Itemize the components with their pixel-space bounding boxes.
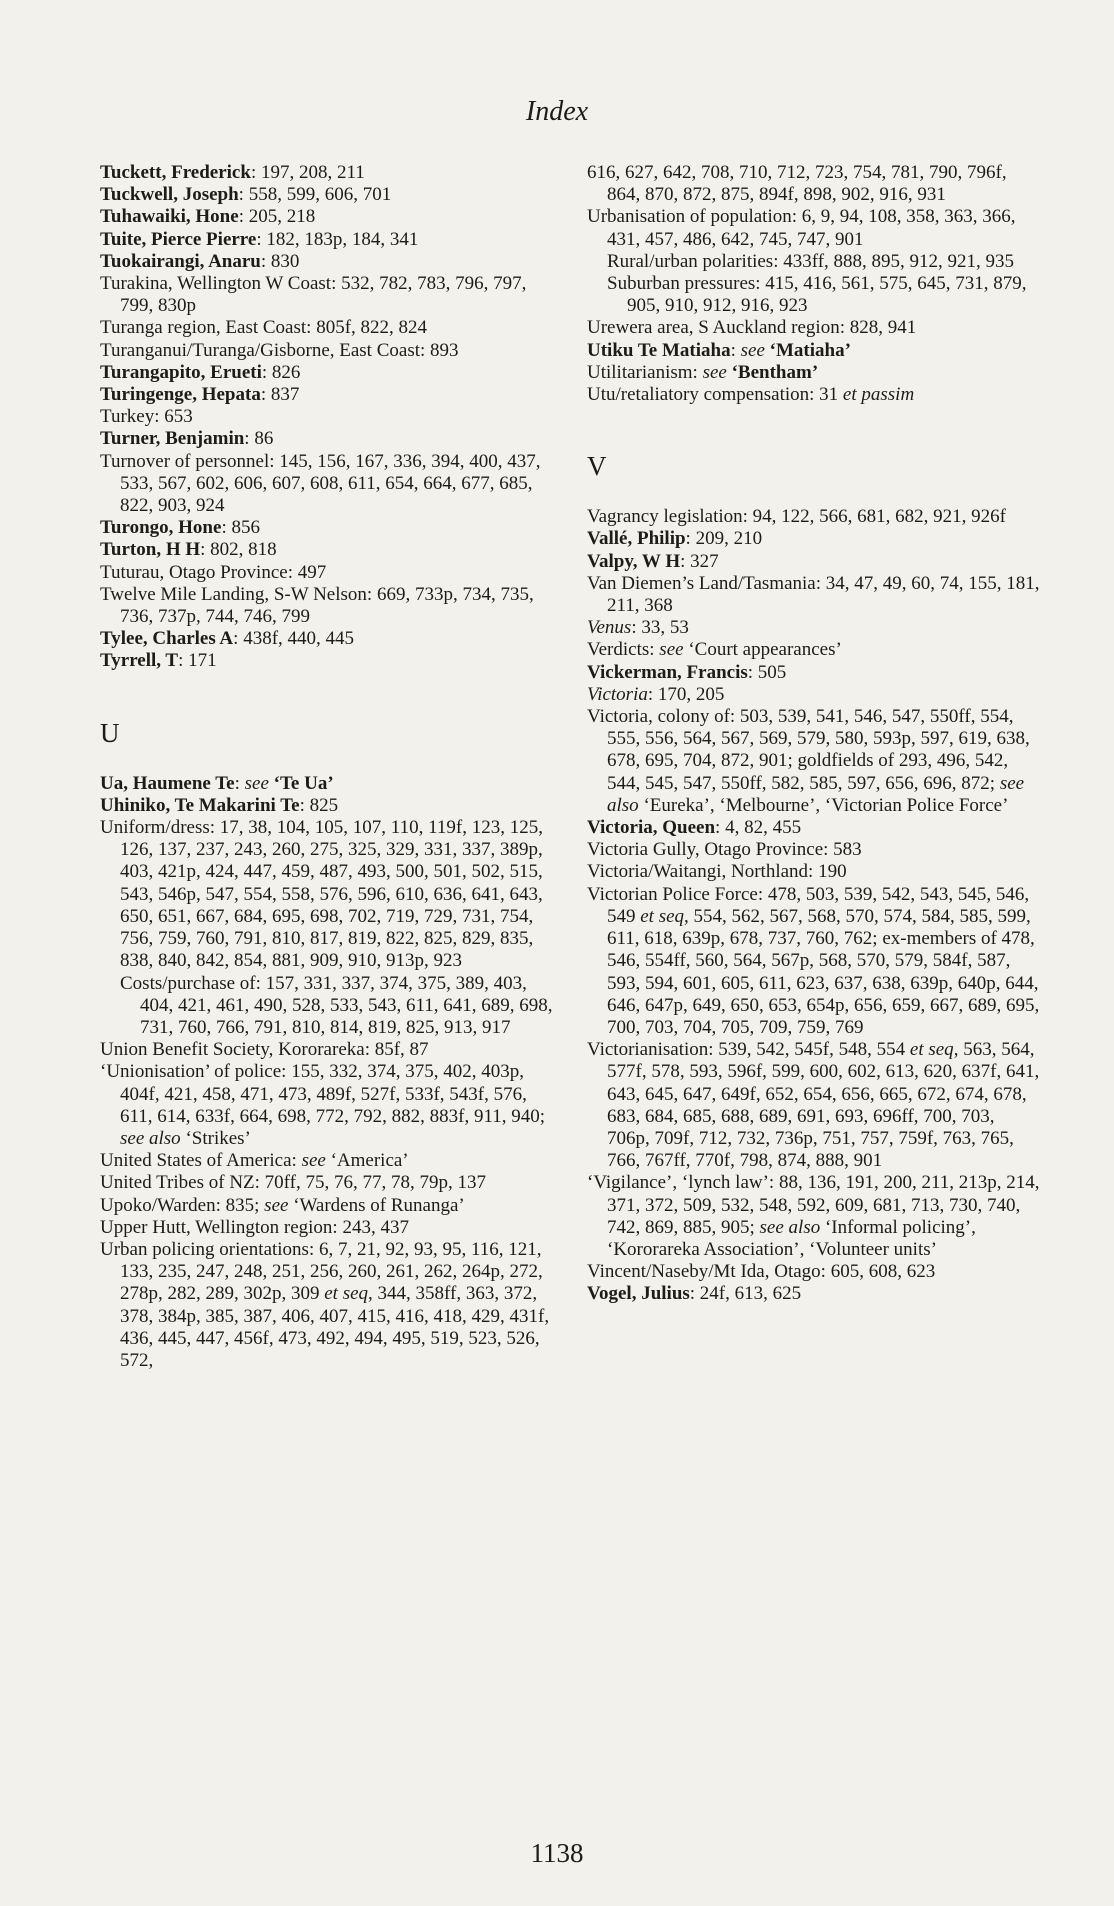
index-entry <box>100 1217 555 1239</box>
entry-heading: Turkey <box>100 406 155 428</box>
cross-reference-marker: see also <box>759 1216 821 1238</box>
entry-locators: : 6, 9, 94, 108, 358, 363, 366, 431, 457, 486, 642, 745, 747, 901 <box>607 206 1016 250</box>
entry-locators: : 24f, 613, 625 <box>689 1283 802 1305</box>
index-entry <box>587 1261 1042 1283</box>
section-letter: V <box>587 451 607 482</box>
entry-heading: Urewera area, S Auckland region <box>587 317 840 339</box>
entry-locators: : 94, 122, 566, 681, 682, 921, 926f <box>742 506 1007 528</box>
entry-heading: Urbanisation of population <box>587 206 792 228</box>
entry-locators: : 856 <box>221 517 260 539</box>
cross-reference-marker: et seq <box>324 1283 369 1305</box>
entry-heading: Union Benefit Society, Kororareka <box>100 1039 365 1061</box>
index-entry <box>100 539 555 561</box>
index-entry <box>587 506 1042 528</box>
cross-reference-target: ‘Court appearances’ <box>683 639 842 661</box>
entry-locators: : 171 <box>178 650 217 672</box>
entry-heading: Venus <box>587 617 632 639</box>
entry-locators: : 497 <box>287 561 327 583</box>
entry-heading: Costs/purchase of <box>120 972 256 994</box>
index-entry <box>100 184 555 206</box>
entry-heading: Tuckett, Frederick <box>100 162 251 183</box>
entry-heading: Victoria/Waitangi, Northland <box>587 861 809 883</box>
entry-heading: Turongo, Hone <box>100 517 222 539</box>
index-entry <box>100 428 555 450</box>
index-entry <box>587 384 1042 406</box>
entry-heading: Utilitarianism <box>587 361 693 383</box>
entry-heading: Tyrrell, T <box>100 650 179 672</box>
index-entry <box>587 528 1042 550</box>
index-entry <box>587 1283 1042 1305</box>
index-entry <box>100 817 555 972</box>
cross-reference-target: ‘Wardens of Runanga’ <box>288 1194 465 1216</box>
entry-locators: : 669, 733p, 734, 735, 736, 737p, 744, 746, 799 <box>120 583 534 628</box>
entry-heading: Victoria Gully, Otago Province <box>587 839 824 861</box>
entry-locators: : 170, 205 <box>647 683 725 705</box>
entry-heading: Ua, Haumene Te <box>100 772 235 794</box>
index-entry <box>587 617 1042 639</box>
cross-reference-marker: et seq <box>909 1039 954 1061</box>
entry-locators: : 197, 208, 211 <box>250 162 365 183</box>
entry-locators: : 837 <box>260 384 300 406</box>
entry-locators: : 86 <box>244 428 274 450</box>
entry-heading: Upoko/Warden <box>100 1194 216 1216</box>
entry-locators: : 243, 437 <box>332 1216 409 1238</box>
entry-heading: Turangapito, Erueti <box>100 361 262 383</box>
entry-heading: Rural/urban polarities <box>607 250 774 272</box>
entry-locators: : <box>234 772 245 794</box>
entry-heading: Turner, Benjamin <box>100 428 245 450</box>
cross-reference-marker: see <box>702 361 727 383</box>
index-entry <box>100 162 555 184</box>
entry-heading: Urban policing orientations <box>100 1238 309 1260</box>
index-subentry <box>587 251 1042 273</box>
index-entry <box>100 795 555 817</box>
index-entry-continued <box>587 162 1042 206</box>
entry-heading: Victoria <box>587 683 648 705</box>
entry-heading: Uhiniko, Te Makarini Te <box>100 794 300 816</box>
entry-heading: Upper Hutt, Wellington region <box>100 1216 333 1238</box>
page-number: 1138 <box>530 1838 584 1868</box>
entry-locators: : 503, 539, 541, 546, 547, 550ff, 554, 555, 556, 564, 567, 569, 579, 580, 593p, 597, 619, 638, 678, 695, 704, 872, 901; goldfields of 293, 496, 542, 544, 545, 547, 550ff, 582, 585, 597, 656, 696, 872; <box>607 706 1030 794</box>
entry-heading: ‘Unionisation’ of police <box>100 1061 282 1083</box>
entry-locators: : <box>692 361 703 383</box>
entry-locators: : 802, 818 <box>200 539 277 561</box>
index-entry <box>100 206 555 228</box>
cross-reference-target: ‘Te Ua’ <box>268 772 334 794</box>
entry-heading: Valpy, W H <box>587 550 681 572</box>
index-entry <box>100 317 555 339</box>
index-entry <box>587 551 1042 573</box>
index-entry <box>587 639 1042 661</box>
entry-locators: : 478, 503, 539, 542, 543, 545, 546, 549 <box>607 883 1030 927</box>
index-entry <box>100 273 555 317</box>
index-entry <box>100 384 555 406</box>
cross-reference-marker: see <box>244 772 269 794</box>
entry-locators: : <box>291 1150 302 1172</box>
index-entry <box>100 628 555 650</box>
entry-locators: : 205, 218 <box>238 206 316 228</box>
entry-heading: Vogel, Julius <box>587 1283 690 1305</box>
entry-locators: : 209, 210 <box>685 528 763 550</box>
entry-heading: Victorian Police Force <box>587 883 758 905</box>
index-entry <box>587 684 1042 706</box>
index-entry <box>100 406 555 428</box>
cross-reference-marker: see <box>740 339 765 361</box>
index-entry <box>100 1172 555 1194</box>
entry-heading: Turanga region, East Coast <box>100 317 307 339</box>
index-entry <box>100 340 555 362</box>
index-entry <box>587 662 1042 684</box>
index-entry <box>587 317 1042 339</box>
index-entry <box>100 1195 555 1217</box>
cross-reference-marker: see <box>301 1150 326 1172</box>
entry-locators: : <box>649 639 660 661</box>
entry-locators: : 835; <box>215 1194 265 1216</box>
index-entry <box>587 839 1042 861</box>
entry-locators: : 825 <box>299 794 339 816</box>
entry-locators: : <box>730 339 741 361</box>
index-entry <box>587 884 1042 1039</box>
cross-reference-marker: et seq <box>640 905 685 927</box>
entry-heading: Turanganui/Turanga/Gisborne, East Coast <box>100 339 420 361</box>
entry-locators: : 605, 608, 623 <box>820 1261 936 1283</box>
entry-locators: 616, 627, 642, 708, 710, 712, 723, 754, 781, 790, 796f, 864, 870, 872, 875, 894f, 898, 902, 916, 931 <box>587 162 1007 206</box>
entry-heading: Victoria, colony of <box>587 706 730 728</box>
entry-heading: Vickerman, Francis <box>587 661 748 683</box>
entry-locators: : 415, 416, 561, 575, 645, 731, 879, 905, 910, 912, 916, 923 <box>627 273 1027 317</box>
cross-reference-target: ‘Matiaha’ <box>764 339 851 361</box>
cross-reference-target: ‘Eureka’, ‘Melbourne’, ‘Victorian Police Force’ <box>638 794 1009 816</box>
index-entry <box>587 1039 1042 1172</box>
index-subentry <box>587 273 1042 317</box>
entry-heading: Victoria, Queen <box>587 817 716 839</box>
index-entry <box>100 1039 555 1061</box>
entry-heading: Suburban pressures <box>607 273 756 295</box>
entry-locators: : 155, 332, 374, 375, 402, 403p, 404f, 421, 458, 471, 473, 489f, 527f, 533f, 543f, 576, 611, 614, 633f, 664, 698, 772, 792, 882, 883f, 911, 940; <box>120 1061 546 1127</box>
entry-locators: : 182, 183p, 184, 341 <box>256 228 419 250</box>
entry-heading: Vincent/Naseby/Mt Ida, Otago <box>587 1261 821 1283</box>
entry-locators: : 830 <box>260 250 300 272</box>
cross-reference-target: , 344, 358ff, 363, 372, 378, 384p, 385, 387, 406, 407, 415, 416, 418, 429, 431f, 436, 445, 447, 456f, 473, 492, 494, 495, 519, 523, 526, 572, <box>120 1283 550 1371</box>
cross-reference-target: ‘Informal policing’, ‘Kororareka Association’, ‘Volunteer units’ <box>607 1216 976 1260</box>
entry-locators: : 438f, 440, 445 <box>233 628 355 650</box>
entry-locators: : 4, 82, 455 <box>715 817 802 839</box>
entry-locators: : 34, 47, 49, 60, 74, 155, 181, 211, 368 <box>607 572 1040 617</box>
entry-locators: : 85f, 87 <box>364 1039 429 1061</box>
index-entry <box>100 1061 555 1150</box>
index-entry <box>587 706 1042 817</box>
entry-heading: Verdicts <box>587 639 650 661</box>
entry-locators: : 6, 7, 21, 92, 93, 95, 116, 121, 133, 235, 247, 248, 251, 256, 260, 261, 262, 264p, 272, 278p, 282, 289, 302p, 309 <box>120 1238 543 1305</box>
section-letter: U <box>100 717 120 748</box>
entry-locators: : 33, 53 <box>631 617 689 639</box>
running-head: Index <box>525 96 589 127</box>
entry-heading: United States of America <box>100 1150 292 1172</box>
index-entry <box>100 451 555 518</box>
cross-reference-marker: et passim <box>842 384 915 406</box>
entry-locators: : 532, 782, 783, 796, 797, 799, 830p <box>120 273 527 317</box>
entry-locators: : 88, 136, 191, 200, 211, 213p, 214, 371, 372, 509, 532, 548, 592, 609, 681, 713, 730, 740, 742, 869, 885, 905; <box>607 1172 1040 1238</box>
entry-heading: Tuokairangi, Anaru <box>100 250 261 272</box>
cross-reference-target: , 563, 564, 577f, 578, 593, 596f, 599, 600, 602, 613, 620, 637f, 641, 643, 645, 647, 649f, 652, 654, 656, 665, 672, 674, 678, 683, 684, 685, 688, 689, 691, 693, 696ff, 700, 703, 706p, 709f, 712, 732, 736p, 751, 757, 759f, 763, 765, 766, 767ff, 770f, 798, 874, 888, 901 <box>607 1039 1040 1172</box>
index-entry <box>587 362 1042 384</box>
index-entry <box>587 817 1042 839</box>
cross-reference-target: , 554, 562, 567, 568, 570, 574, 584, 585, 599, 611, 618, 639p, 678, 737, 760, 762; ex-members of 478, 546, 554ff, 560, 564, 567p, 568, 570, 579, 584f, 587, 593, 594, 601, 605, 611, 623, 637, 638, 639p, 640p, 644, 646, 647p, 649, 650, 653, 654p, 656, 659, 667, 689, 695, 700, 703, 704, 705, 709, 759, 769 <box>607 905 1040 1038</box>
index-entry <box>100 584 555 628</box>
index-entry <box>587 1172 1042 1261</box>
index-entry <box>100 517 555 539</box>
entry-locators: : 893 <box>420 339 459 361</box>
entry-locators: : 70ff, 75, 76, 77, 78, 79p, 137 <box>254 1172 486 1194</box>
index-entry <box>587 206 1042 250</box>
entry-heading: United Tribes of NZ <box>100 1172 255 1194</box>
index-column-right <box>587 162 1042 1306</box>
entry-locators: : 583 <box>823 839 862 861</box>
entry-heading: Turton, H H <box>100 539 201 561</box>
cross-reference-marker: see also <box>120 1127 181 1149</box>
index-entry <box>587 861 1042 883</box>
entry-locators: : 433ff, 888, 895, 912, 921, 935 <box>773 250 1015 272</box>
entry-heading: Vagrancy legislation <box>587 506 743 528</box>
entry-locators: : 653 <box>154 406 193 428</box>
index-entry <box>100 251 555 273</box>
entry-heading: Vallé, Philip <box>587 528 686 550</box>
entry-heading: Turingenge, Hepata <box>100 384 261 406</box>
entry-locators: : 558, 599, 606, 701 <box>238 184 392 206</box>
entry-heading: Victorianisation <box>587 1039 709 1061</box>
cross-reference-target: ‘America’ <box>325 1150 409 1172</box>
cross-reference-target: ‘Strikes’ <box>180 1127 251 1149</box>
entry-heading: ‘Vigilance’, ‘lynch law’ <box>587 1172 769 1194</box>
entry-locators: : 157, 331, 337, 374, 375, 389, 403, 404, 421, 461, 490, 528, 533, 543, 611, 641, 689, 698, 731, 760, 766, 791, 810, 814, 819, 825, 913, 917 <box>140 972 553 1038</box>
entry-heading: Uniform/dress <box>100 817 210 839</box>
entry-heading: Tuckwell, Joseph <box>100 184 239 206</box>
entry-locators: : 31 <box>809 384 843 406</box>
entry-heading: Turnover of personnel <box>100 450 270 472</box>
index-column-left <box>100 162 555 1372</box>
index-entry <box>100 562 555 584</box>
entry-locators: : 805f, 822, 824 <box>306 317 428 339</box>
index-entry <box>100 1239 555 1372</box>
entry-heading: Tuturau, Otago Province <box>100 561 288 583</box>
entry-locators: : 145, 156, 167, 336, 394, 400, 437, 533, 567, 602, 606, 607, 608, 611, 654, 664, 677, 685, 822, 903, 924 <box>120 450 541 517</box>
entry-locators: : 17, 38, 104, 105, 107, 110, 119f, 123, 125, 126, 137, 237, 243, 260, 275, 325, 329, 331, 337, 389p, 403, 421p, 424, 447, 459, 487, 493, 500, 501, 502, 515, 543, 546p, 547, 554, 558, 576, 596, 610, 636, 641, 643, 650, 651, 667, 684, 695, 698, 702, 719, 729, 731, 754, 756, 759, 760, 791, 810, 817, 819, 822, 825, 829, 835, 838, 840, 842, 854, 881, 909, 910, 913p, 923 <box>120 817 543 972</box>
entry-locators: : 327 <box>680 550 719 572</box>
cross-reference-marker: see also <box>607 772 1025 816</box>
index-entry <box>587 340 1042 362</box>
entry-heading: Van Diemen’s Land/Tasmania <box>587 572 816 594</box>
entry-locators: : 828, 941 <box>839 317 917 339</box>
entry-heading: Tuhawaiki, Hone <box>100 206 239 228</box>
entry-heading: Twelve Mile Landing, S-W Nelson <box>100 583 367 605</box>
entry-locators: : 505 <box>747 661 787 683</box>
entry-heading: Turakina, Wellington W Coast <box>100 273 332 295</box>
index-subentry <box>100 973 555 1040</box>
index-entry <box>100 773 555 795</box>
index-entry <box>587 573 1042 617</box>
entry-heading: Tylee, Charles A <box>100 628 234 650</box>
index-entry <box>100 1150 555 1172</box>
entry-locators: : 539, 542, 545f, 548, 554 <box>708 1039 910 1061</box>
cross-reference-target: ‘Bentham’ <box>726 361 819 383</box>
index-entry <box>100 650 555 672</box>
entry-locators: : 190 <box>808 861 847 883</box>
entry-locators: : 826 <box>261 361 301 383</box>
cross-reference-marker: see <box>264 1194 289 1216</box>
index-entry <box>100 229 555 251</box>
cross-reference-marker: see <box>659 639 684 661</box>
entry-heading: Utu/retaliatory compensation <box>587 384 810 406</box>
entry-heading: Utiku Te Matiaha <box>587 339 731 361</box>
index-entry <box>100 362 555 384</box>
entry-heading: Tuite, Pierce Pierre <box>100 228 257 250</box>
